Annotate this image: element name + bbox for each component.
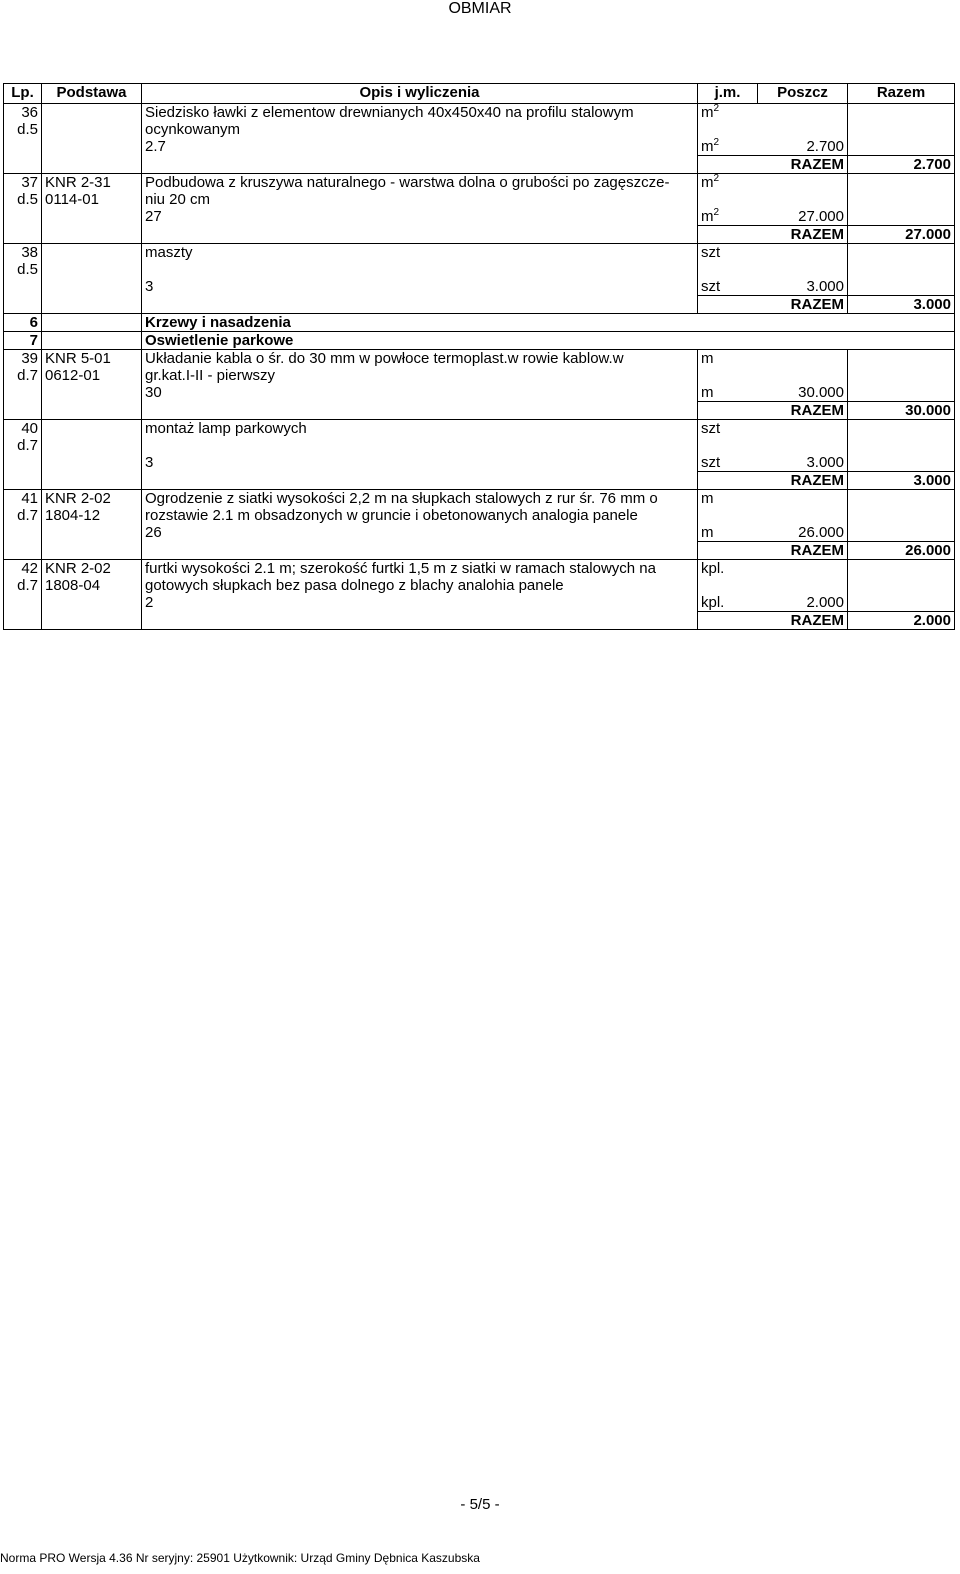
- jm-cell: szt: [701, 278, 721, 295]
- col-header-lp: Lp.: [4, 84, 42, 104]
- poszcz-cell: 2.000: [758, 594, 848, 612]
- opis-cell: ocynkowanym: [142, 121, 698, 138]
- lp-cell: d.5: [4, 261, 42, 278]
- col-header-podstawa: Podstawa: [42, 84, 142, 104]
- razem-value: 27.000: [848, 226, 955, 244]
- razem-value: 26.000: [848, 542, 955, 560]
- lp-cell: d.7: [4, 507, 42, 524]
- lp-cell: d.7: [4, 577, 42, 594]
- opis-cell: Siedzisko ławki z elementow drewnianych 40x450x40 na profilu stalowym: [142, 104, 698, 122]
- podstawa-cell: 0114-01: [42, 191, 142, 208]
- unit-text: m: [701, 174, 714, 191]
- table-row: [4, 244, 955, 262]
- poszcz-cell: 27.000: [758, 208, 848, 226]
- opis-cell: gr.kat.I-II - pierwszy: [142, 367, 698, 384]
- section-row: [4, 314, 955, 332]
- podstawa-cell: 0612-01: [42, 367, 142, 384]
- calc-cell: 2: [142, 594, 698, 612]
- poszcz-cell: 3.000: [758, 278, 848, 296]
- section-lp: 6: [4, 314, 42, 332]
- unit-text: m: [701, 138, 714, 155]
- podstawa-cell: KNR 2-02: [42, 560, 142, 578]
- poszcz-cell: 2.700: [758, 138, 848, 156]
- poszcz-cell: 26.000: [758, 524, 848, 542]
- page-number: - 5/5 -: [460, 1496, 500, 1513]
- section-title: Oswietlenie parkowe: [142, 332, 955, 350]
- jm-cell: m: [701, 350, 714, 367]
- razem-label: RAZEM: [758, 296, 848, 314]
- footer-text: Norma PRO Wersja 4.36 Nr seryjny: 25901 Użytkownik: Urząd Gminy Dębnica Kaszubska: [0, 1551, 480, 1565]
- razem-label: RAZEM: [758, 612, 848, 630]
- table-row: [4, 420, 955, 438]
- lp-cell: d.7: [4, 367, 42, 384]
- table-row: [4, 104, 955, 122]
- jm-cell: kpl.: [701, 594, 725, 611]
- jm-cell: m: [701, 524, 714, 541]
- lp-cell: d.5: [4, 121, 42, 138]
- razem-label: RAZEM: [758, 402, 848, 420]
- obmiar-table: [3, 83, 955, 630]
- lp-cell: 37: [4, 174, 42, 192]
- calc-cell: 3: [142, 454, 698, 472]
- jm-cell: [698, 138, 758, 156]
- table-row: [4, 560, 955, 578]
- podstawa-cell: KNR 5-01: [42, 350, 142, 368]
- jm-cell: m: [701, 384, 714, 401]
- unit-exponent: 2: [713, 173, 720, 184]
- col-header-poszcz: Poszcz: [758, 84, 848, 104]
- table-header-row: [4, 84, 955, 104]
- lp-cell: d.7: [4, 437, 42, 454]
- jm-cell: m: [701, 490, 714, 507]
- podstawa-cell: [42, 104, 142, 122]
- opis-cell: rozstawie 2.1 m obsadzonych w gruncie i obetonowanych analogia panele: [142, 507, 698, 524]
- col-header-razem: Razem: [848, 84, 955, 104]
- table-row: [4, 174, 955, 192]
- jm-cell: szt: [701, 420, 721, 437]
- jm-cell: kpl.: [701, 560, 725, 577]
- podstawa-cell: KNR 2-02: [42, 490, 142, 508]
- calc-cell: 26: [142, 524, 698, 542]
- lp-cell: 42: [4, 560, 42, 578]
- jm-cell: [698, 174, 758, 192]
- unit-exponent: 2: [713, 207, 720, 218]
- lp-cell: 36: [4, 104, 42, 122]
- razem-value: 30.000: [848, 402, 955, 420]
- section-lp: 7: [4, 332, 42, 350]
- razem-value: 2.000: [848, 612, 955, 630]
- lp-cell: 41: [4, 490, 42, 508]
- col-header-jm: j.m.: [698, 84, 758, 104]
- opis-cell: montaż lamp parkowych: [142, 420, 698, 438]
- poszcz-cell: 30.000: [758, 384, 848, 402]
- lp-cell: 39: [4, 350, 42, 368]
- table-row: [4, 490, 955, 508]
- podstawa-cell: 1804-12: [42, 507, 142, 524]
- razem-label: RAZEM: [758, 472, 848, 490]
- razem-label: RAZEM: [758, 156, 848, 174]
- lp-cell: d.5: [4, 191, 42, 208]
- opis-cell: furtki wysokości 2.1 m; szerokość furtki 1,5 m z siatki w ramach stalowych na: [142, 560, 698, 578]
- table-row: [4, 350, 955, 368]
- razem-value: 3.000: [848, 296, 955, 314]
- poszcz-cell: 3.000: [758, 454, 848, 472]
- opis-cell: maszty: [142, 244, 698, 262]
- podstawa-cell: KNR 2-31: [42, 174, 142, 192]
- calc-cell: 3: [142, 278, 698, 296]
- opis-cell: Ogrodzenie z siatki wysokości 2,2 m na słupkach stalowych z rur śr. 76 mm o: [142, 490, 698, 508]
- unit-exponent: 2: [713, 103, 720, 114]
- podstawa-cell: 1808-04: [42, 577, 142, 594]
- unit-exponent: 2: [713, 137, 720, 148]
- section-title: Krzewy i nasadzenia: [142, 314, 955, 332]
- jm-cell: szt: [701, 244, 721, 261]
- unit-text: m: [701, 208, 714, 225]
- razem-value: 2.700: [848, 156, 955, 174]
- razem-label: RAZEM: [758, 226, 848, 244]
- opis-cell: gotowych słupkach bez pasa dolnego z blachy analohia panele: [142, 577, 698, 594]
- section-row: [4, 332, 955, 350]
- jm-cell: [698, 208, 758, 226]
- lp-cell: 40: [4, 420, 42, 438]
- jm-cell: szt: [701, 454, 721, 471]
- opis-cell: Podbudowa z kruszywa naturalnego - warstwa dolna o grubości po zagęszcze-: [142, 174, 698, 192]
- opis-cell: Układanie kabla o śr. do 30 mm w powłoce termoplast.w rowie kablow.w: [142, 350, 698, 368]
- calc-cell: 30: [142, 384, 698, 402]
- opis-cell: niu 20 cm: [142, 191, 698, 208]
- calc-cell: 2.7: [142, 138, 698, 156]
- col-header-opis: Opis i wyliczenia: [142, 84, 698, 104]
- jm-cell: [698, 104, 758, 122]
- podstawa-cell: [42, 121, 142, 138]
- calc-cell: 27: [142, 208, 698, 226]
- razem-value: 3.000: [848, 472, 955, 490]
- document-title: OBMIAR: [448, 0, 512, 17]
- unit-text: m: [701, 104, 714, 121]
- lp-cell: 38: [4, 244, 42, 262]
- razem-label: RAZEM: [758, 542, 848, 560]
